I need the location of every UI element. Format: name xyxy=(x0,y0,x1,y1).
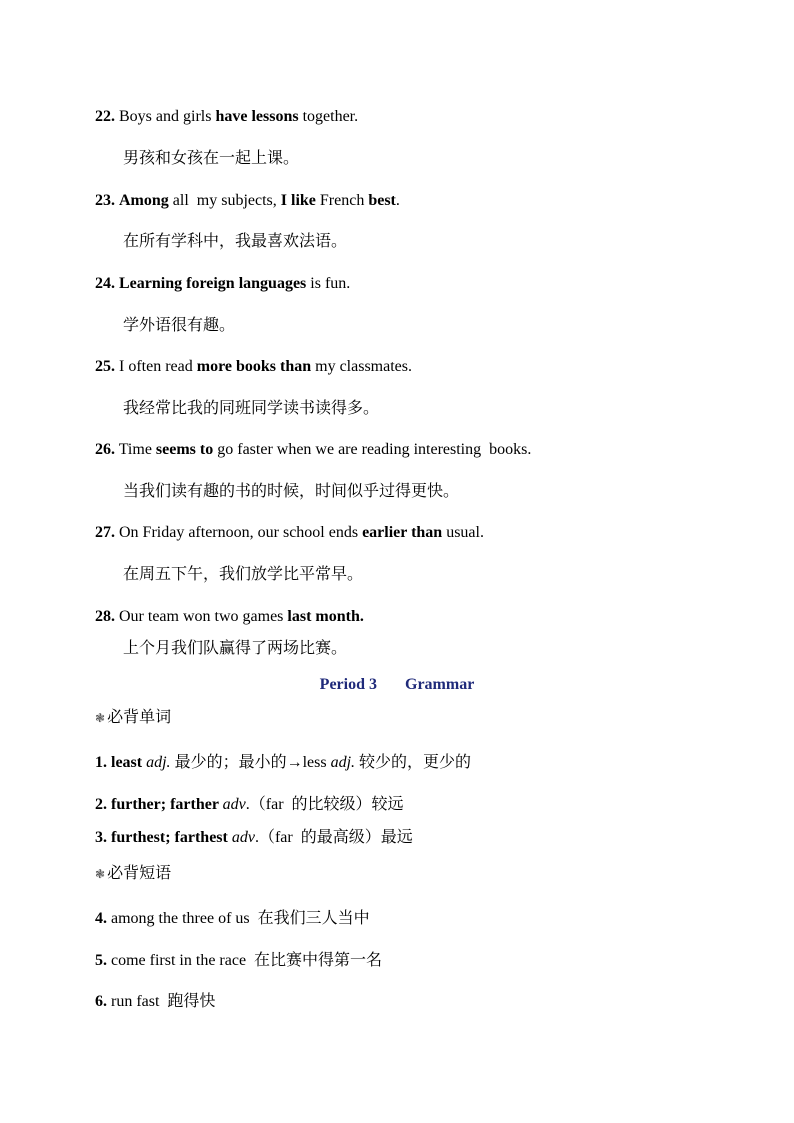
translation-26: 当我们读有趣的书的时候，时间似乎过得更快。 xyxy=(123,483,460,500)
sentence-text: is fun. xyxy=(306,275,351,292)
part-of-speech: adj. xyxy=(330,754,356,771)
sentence-text: On Friday afternoon, our school ends xyxy=(119,524,363,541)
section-title: 必背短语 xyxy=(107,865,172,882)
definition: 较少的，更少的 xyxy=(355,754,472,771)
part-of-speech: adj. xyxy=(146,754,171,771)
item-number: 4. xyxy=(95,910,107,927)
section-required-phrases xyxy=(95,864,171,884)
word: least xyxy=(107,754,147,771)
word-item-2 xyxy=(95,795,404,815)
word-item-3 xyxy=(95,828,413,848)
word: further; farther xyxy=(107,796,223,813)
part-of-speech: adv xyxy=(222,796,246,813)
sentence-text: . xyxy=(395,192,400,209)
key-phrase: Learning foreign languages xyxy=(119,275,307,292)
sentence-text: my classmates. xyxy=(311,358,412,375)
phrase-item-6 xyxy=(95,992,215,1012)
sentence-24 xyxy=(95,274,350,294)
sentence-26 xyxy=(95,440,531,460)
item-number: 6. xyxy=(95,993,107,1010)
sentence-number: 27. xyxy=(95,524,115,541)
part-of-speech: adv xyxy=(231,829,255,846)
sentence-text: I often read xyxy=(119,358,197,375)
phrase-item-5 xyxy=(95,951,382,971)
sentence-23 xyxy=(95,191,400,211)
word: furthest; farthest xyxy=(107,829,232,846)
key-phrase: earlier than xyxy=(362,524,443,541)
sentence-text: all my subjects, xyxy=(168,192,281,209)
sentence-22 xyxy=(95,107,358,127)
phrase-text: among the three of us 在我们三人当中 xyxy=(107,910,370,927)
definition: .（far 的比较级）较远 xyxy=(245,796,404,813)
key-phrase: have lessons xyxy=(215,108,299,125)
item-number: 1. xyxy=(95,754,107,771)
key-phrase: Among xyxy=(119,192,169,209)
sentence-28 xyxy=(95,607,364,627)
sentence-27 xyxy=(95,523,484,543)
sentence-number: 22. xyxy=(95,108,115,125)
word-item-1 xyxy=(95,753,471,773)
sentence-text: together. xyxy=(298,108,359,125)
key-phrase: seems to xyxy=(155,441,214,458)
translation-25: 我经常比我的同班同学读书读得多。 xyxy=(123,400,380,417)
key-phrase: last month. xyxy=(287,608,364,625)
sentence-number: 25. xyxy=(95,358,115,375)
sentence-text: Our team won two games xyxy=(119,608,288,625)
flower-bullet-icon: ❃ xyxy=(95,867,106,881)
sentence-text: Boys and girls xyxy=(119,108,216,125)
key-phrase: best xyxy=(368,192,396,209)
translation-23: 在所有学科中，我最喜欢法语。 xyxy=(123,233,348,250)
period-topic: Grammar xyxy=(405,676,475,693)
sentence-text: usual. xyxy=(442,524,484,541)
period-heading xyxy=(0,675,794,695)
translation-24: 学外语很有趣。 xyxy=(123,317,236,334)
phrase-item-4 xyxy=(95,909,370,929)
flower-bullet-icon: ❃ xyxy=(95,711,106,725)
item-number: 5. xyxy=(95,952,107,969)
item-number: 2. xyxy=(95,796,107,813)
section-required-words xyxy=(95,708,171,728)
sentence-text: Time xyxy=(118,441,156,458)
phrase-text: run fast 跑得快 xyxy=(107,993,216,1010)
sentence-number: 23. xyxy=(95,192,115,209)
translation-27: 在周五下午，我们放学比平常早。 xyxy=(123,566,364,583)
definition: .（far 的最高级）最远 xyxy=(254,829,413,846)
phrase-text: come first in the race 在比赛中得第一名 xyxy=(107,952,383,969)
key-phrase: more books than xyxy=(196,358,312,375)
sentence-number: 26. xyxy=(95,441,115,458)
sentence-number: 24. xyxy=(95,275,115,292)
sentence-25 xyxy=(95,357,412,377)
translation-22: 男孩和女孩在一起上课。 xyxy=(123,150,300,167)
item-number: 3. xyxy=(95,829,107,846)
sentence-text: go faster when we are reading interesting books. xyxy=(213,441,532,458)
key-phrase: I like xyxy=(280,192,316,209)
sentence-number: 28. xyxy=(95,608,115,625)
definition: 最少的；最小的→less xyxy=(170,754,331,771)
section-title: 必背单词 xyxy=(107,709,172,726)
sentence-text: French xyxy=(315,192,369,209)
period-label: Period 3 xyxy=(319,676,377,693)
translation-28: 上个月我们队赢得了两场比赛。 xyxy=(123,640,348,657)
